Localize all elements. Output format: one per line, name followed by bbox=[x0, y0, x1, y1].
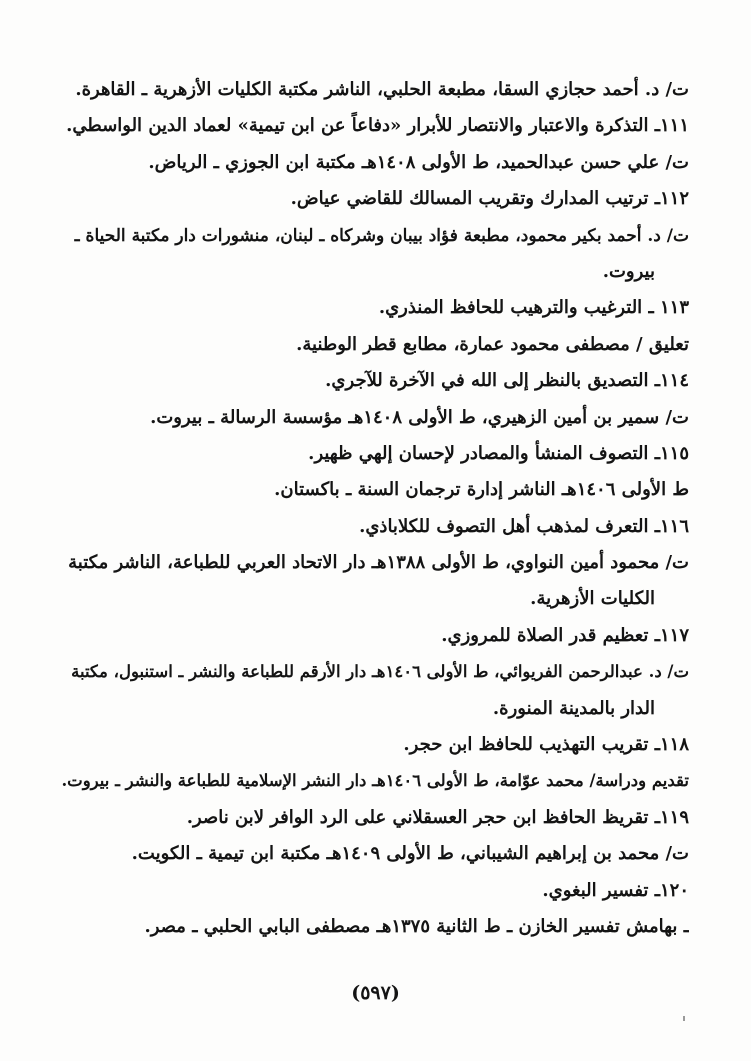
scan-speck bbox=[683, 1016, 685, 1021]
entry-line: تقديم ودراسة/ محمد عوّامة، ط الأولى ١٤٠٦هـ دار النشر الإسلامية للطباعة والنشر ـ بيروت. bbox=[61, 771, 689, 791]
entry-line: ـ بهامش تفسير الخازن ـ ط الثانية ١٣٧٥هـ مصطفى البابي الحلبي ـ مصر. bbox=[144, 915, 689, 937]
entry-line: ١١٥ـ التصوف المنشأ والمصادر لإحسان إلهي ظهير. bbox=[308, 442, 689, 464]
entry-line: ١١٦ـ التعرف لمذهب أهل التصوف للكلاباذي. bbox=[359, 515, 689, 537]
entry-line: بيروت. bbox=[602, 260, 655, 282]
entry-line: ١١٧ـ تعظيم قدر الصلاة للمروزي. bbox=[441, 624, 689, 646]
page-number: (٥٩٧) bbox=[351, 982, 400, 1004]
entry-line: ١١٣ ـ الترغيب والترهيب للحافظ المنذري. bbox=[378, 297, 689, 319]
entry-line: ١١٨ـ تقريب التهذيب للحافظ ابن حجر. bbox=[403, 734, 689, 756]
entry-line: ١٢٠ـ تفسير البغوي. bbox=[542, 879, 689, 901]
entry-line: ت/ محمد بن إبراهيم الشيباني، ط الأولى ١٤٠٩هـ مكتبة ابن تيمية ـ الكويت. bbox=[131, 843, 689, 865]
entry-line: ت/ د. عبدالرحمن الفريوائي، ط الأولى ١٤٠٦هـ دار الأرقم للطباعة والنشر ـ استنبول، مكتبة bbox=[71, 662, 689, 682]
bibliography-list bbox=[60, 72, 689, 945]
entry-line: الكليات الأزهرية. bbox=[530, 588, 655, 610]
entry-line: ط الأولى ١٤٠٦هـ الناشر إدارة ترجمان السنة ـ باكستان. bbox=[274, 479, 689, 501]
entry-line: الدار بالمدينة المنورة. bbox=[492, 697, 655, 719]
entry-line: ١١١ـ التذكرة والاعتبار والانتصار للأبرار «دفاعاً عن ابن تيمية» لعماد الدين الواسطي. bbox=[66, 115, 689, 137]
entry-line: ١١٤ـ التصديق بالنظر إلى الله في الآخرة للآجري. bbox=[325, 370, 689, 392]
entry-line: ١١٢ـ ترتيب المدارك وتقريب المسالك للقاضي عياض. bbox=[290, 188, 689, 210]
entry-line: ت/ علي حسن عبدالحميد، ط الأولى ١٤٠٨هـ مكتبة ابن الجوزي ـ الرياض. bbox=[148, 151, 689, 173]
entry-line: ت/ سمير بن أمين الزهيري، ط الأولى ١٤٠٨هـ مؤسسة الرسالة ـ بيروت. bbox=[150, 406, 689, 428]
entry-line: ١١٩ـ تقريظ الحافظ ابن حجر العسقلاني على الرد الوافر لابن ناصر. bbox=[186, 806, 689, 828]
entry-line: ت/ د. أحمد حجازي السقا، مطبعة الحلبي، الناشر مكتبة الكليات الأزهرية ـ القاهرة. bbox=[75, 79, 689, 100]
entry-line: تعليق / مصطفى محمود عمارة، مطابع قطر الوطنية. bbox=[296, 333, 689, 355]
entry-line: ت/ محمود أمين النواوي، ط الأولى ١٣٨٨هـ دار الاتحاد العربي للطباعة، الناشر مكتبة bbox=[68, 552, 689, 574]
entry-line: ت/ د. أحمد بكير محمود، مطبعة فؤاد بيبان وشركاه ـ لبنان، منشورات دار مكتبة الحياة ـ bbox=[74, 225, 689, 246]
